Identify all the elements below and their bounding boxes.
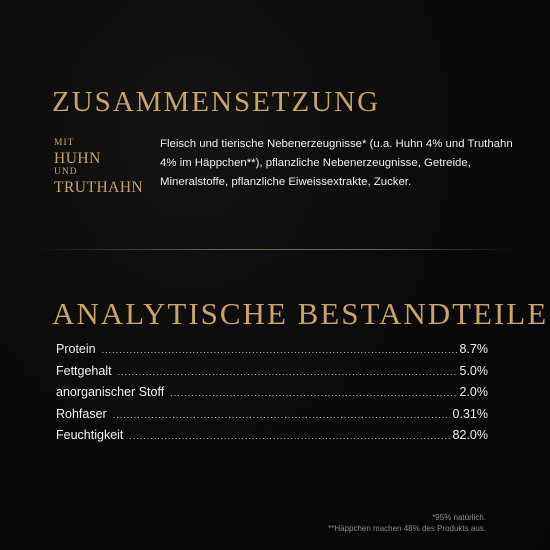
analysis-title: ANALYTISCHE BESTANDTEILE — [52, 296, 549, 331]
analysis-row-moisture — [56, 428, 488, 450]
analysis-label: Protein — [56, 342, 96, 356]
flavor-label — [54, 137, 143, 196]
dot-leader — [170, 388, 456, 398]
dot-leader — [129, 431, 449, 441]
footnote-chunks: **Häppchen machen 48% des Produkts aus. — [328, 523, 486, 533]
flavor-with: MIT — [54, 138, 75, 148]
section-divider — [30, 249, 520, 250]
analysis-label: Fettgehalt — [56, 363, 112, 378]
ingredients-text: Fleisch und tierische Nebenerzeugnisse* (u.a. Huhn 4% und Truthahn 4% im Häppchen**), pflanzliche Nebenerzeugnisse, Getreide, Mineralstoffe, pflanzliche Eiweissextrakte, Zucker. — [160, 138, 513, 188]
dot-leader — [118, 367, 457, 377]
dot-leader — [102, 345, 457, 355]
analysis-value: 8.7% — [459, 342, 488, 356]
analysis-value: 5.0% — [459, 363, 488, 378]
flavor-item-1: HUHN — [54, 149, 101, 167]
analysis-value: 2.0% — [459, 385, 488, 399]
composition-title: ZUSAMMENSETZUNG — [52, 86, 381, 118]
analysis-row-protein — [56, 342, 488, 364]
analysis-value: 0.31% — [452, 406, 488, 421]
analysis-row-fiber — [56, 407, 488, 429]
analysis-label: Feuchtigkeit — [56, 428, 124, 442]
footnotes — [328, 513, 486, 534]
analysis-value: 82.0% — [452, 428, 488, 442]
flavor-and: UND — [54, 167, 78, 177]
analysis-label: anorganischer Stoff — [56, 385, 165, 399]
analysis-row-fat — [56, 364, 488, 386]
analysis-label: Rohfaser — [56, 406, 107, 421]
flavor-item-2: TRUTHAHN — [54, 178, 144, 196]
dot-leader — [113, 410, 450, 420]
analysis-row-inorganic — [56, 385, 488, 407]
footnote-natural: *95% natürlich. — [432, 513, 486, 522]
analysis-table — [56, 342, 488, 450]
